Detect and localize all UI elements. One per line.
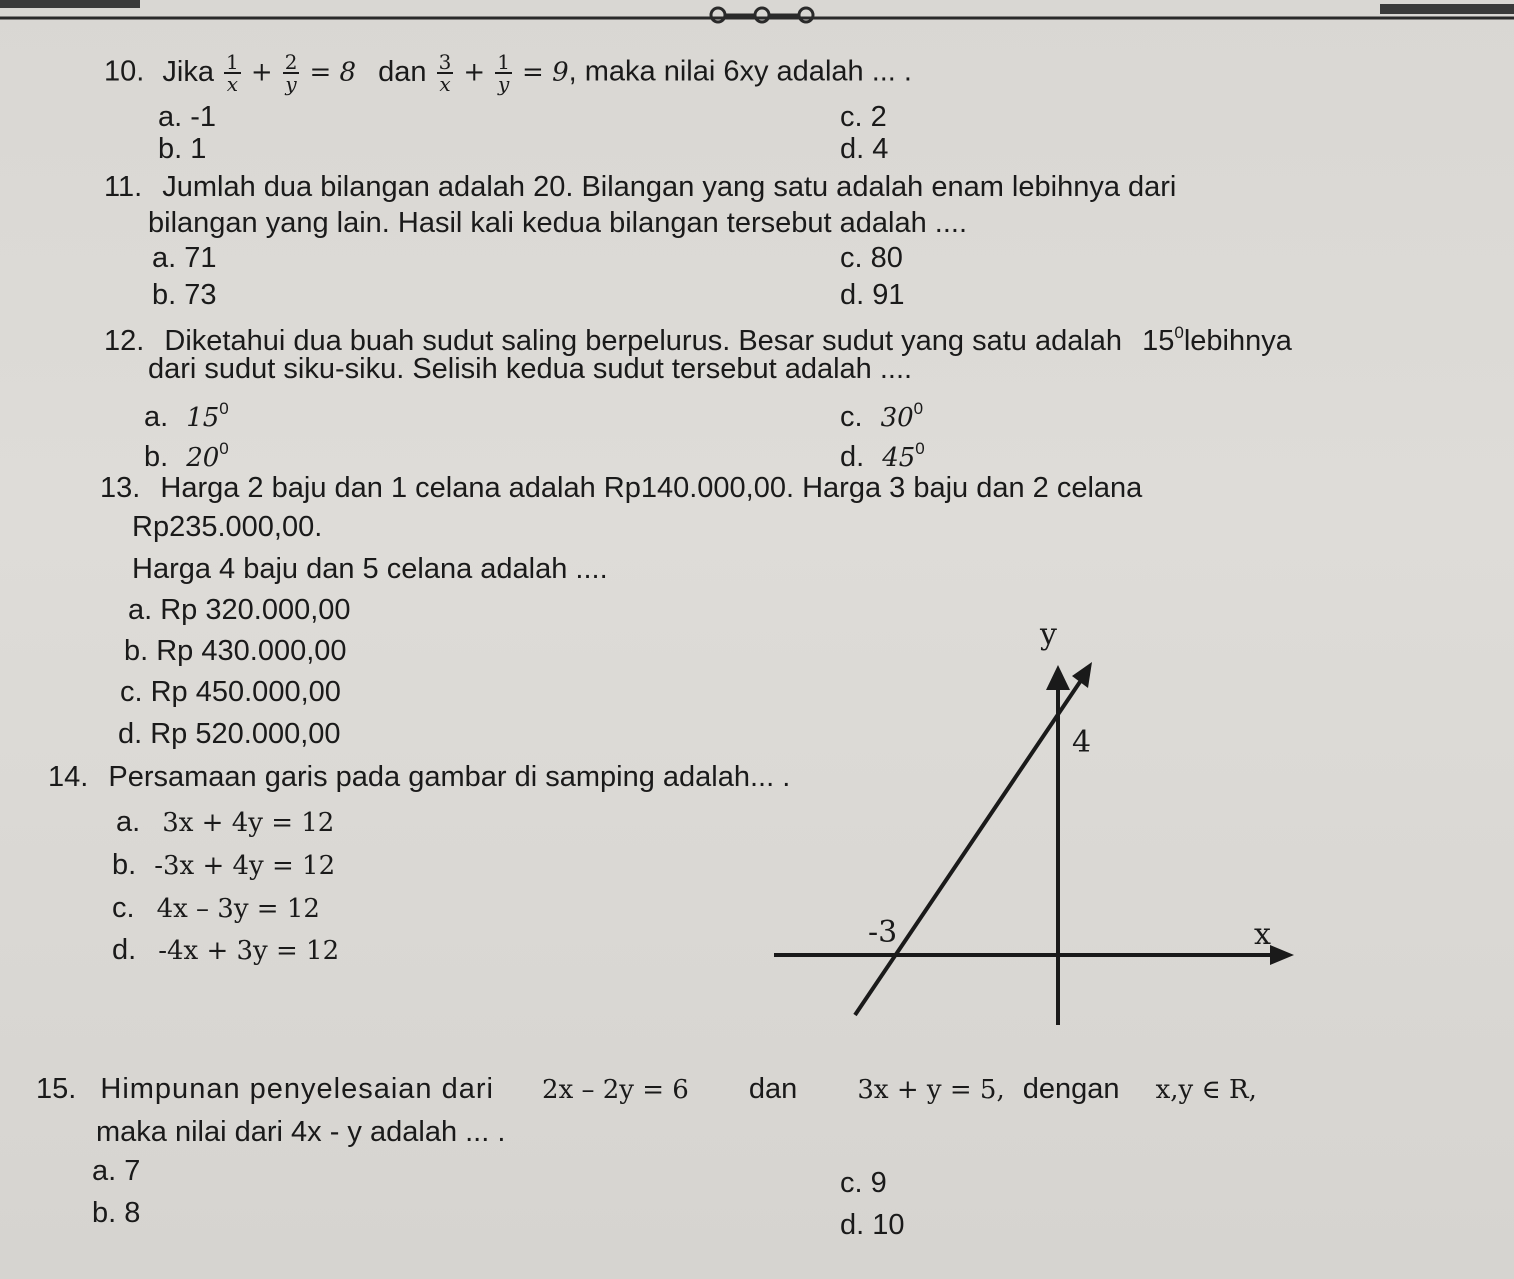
question-10-number: 10. <box>104 55 145 88</box>
option-12c: c. $30^0$ <box>840 399 924 433</box>
y-intercept-label: 4 <box>1072 725 1092 760</box>
fraction-1-over-x: $\frac{1}{x}$ <box>226 50 239 96</box>
equals-9: = 9 <box>522 57 569 88</box>
option-15a: a. 7 <box>92 1155 141 1187</box>
option-10c: c. 2 <box>840 101 887 133</box>
x-axis-label: x <box>1254 917 1271 952</box>
domain-condition: x,y ∈ R, <box>1155 1075 1257 1105</box>
option-10a: a. -1 <box>158 101 217 133</box>
option-11d: d. 91 <box>840 279 905 311</box>
x-intercept-label: -3 <box>868 915 898 950</box>
option-14b: b. -3x + 4y = 12 <box>112 849 336 881</box>
question-13-text: Harga 2 baju dan 1 celana adalah Rp140.000,00. Harga 3 baju dan 2 celana <box>160 472 1143 504</box>
option-12d: d. $45^0$ <box>840 439 925 473</box>
equation-2: 3x + y = 5, <box>857 1075 1005 1105</box>
connector-dan: dan <box>378 55 427 88</box>
question-11-number: 11. <box>104 171 143 203</box>
top-border-ornament <box>0 0 1514 24</box>
graph-line <box>855 670 1088 1015</box>
option-12a: a. $15^0$ <box>144 399 229 433</box>
option-15d: d. 10 <box>840 1209 905 1241</box>
option-13c: c. Rp 450.000,00 <box>120 676 341 708</box>
x-axis-arrow <box>1270 945 1294 965</box>
question-15-lead: Himpunan penyelesaian dari <box>100 1073 494 1105</box>
question-15-line1 <box>36 1072 1257 1107</box>
degree-mark: 0 <box>1174 323 1184 342</box>
option-11c: c. 80 <box>840 242 903 274</box>
question-13-line3: Harga 4 baju dan 5 celana adalah .... <box>132 553 608 585</box>
question-13-number: 13. <box>100 472 141 504</box>
question-10-tail: , maka nilai 6xy adalah ... . <box>568 55 912 88</box>
question-12-number: 12. <box>104 325 145 357</box>
question-13-line2: Rp235.000,00. <box>132 511 323 543</box>
equation-1: 2x – 2y = 6 <box>542 1075 689 1105</box>
fraction-2-over-y: $\frac{2}{y}$ <box>284 50 298 96</box>
question-14-text: Persamaan garis pada gambar di samping adalah... . <box>108 761 791 793</box>
equals-8: = 8 <box>309 57 357 88</box>
option-10d: d. 4 <box>840 133 889 165</box>
question-11-line2: bilangan yang lain. Hasil kali kedua bilangan tersebut adalah .... <box>148 207 967 239</box>
option-15c: c. 9 <box>840 1167 887 1199</box>
question-11-line1 <box>104 170 1176 204</box>
connector-dan: dan <box>748 1073 798 1105</box>
plus-sign: + <box>250 57 273 88</box>
question-11-text: Jumlah dua bilangan adalah 20. Bilangan yang satu adalah enam lebihnya dari <box>162 171 1177 203</box>
option-14d: d. -4x + 3y = 12 <box>112 934 340 966</box>
question-15-line2: maka nilai dari 4x - y adalah ... . <box>96 1116 506 1148</box>
question-13-line1 <box>100 471 1142 505</box>
option-13a: a. Rp 320.000,00 <box>128 594 351 626</box>
question-10-lead: Jika <box>162 55 214 88</box>
question-12-text: Diketahui dua buah sudut saling berpelurus. Besar sudut yang satu adalah <box>164 325 1123 357</box>
fraction-1-over-y: $\frac{1}{y}$ <box>497 50 510 96</box>
angle-value-15: 15 <box>1142 325 1175 357</box>
option-10b: b. 1 <box>158 133 207 165</box>
option-13d: d. Rp 520.000,00 <box>118 718 341 750</box>
question-12-line2: dari sudut siku-siku. Selisih kedua sudut tersebut adalah .... <box>148 353 913 385</box>
question-14-line1 <box>48 760 790 794</box>
connector-dengan: dengan <box>1022 1073 1120 1105</box>
graph-line-arrow <box>1072 662 1092 688</box>
option-11b: b. 73 <box>152 279 217 311</box>
option-14a: a. 3x + 4y = 12 <box>116 806 335 838</box>
line-graph <box>760 610 1320 1040</box>
option-12b: b. $20^0$ <box>144 439 229 473</box>
question-12-tail: lebihnya <box>1183 325 1292 357</box>
option-13b: b. Rp 430.000,00 <box>124 635 347 667</box>
option-11a: a. 71 <box>152 242 217 274</box>
y-axis-label: y <box>1040 617 1057 652</box>
question-10-stem <box>104 52 912 94</box>
question-15-number: 15. <box>36 1073 77 1105</box>
y-axis-arrow <box>1046 665 1070 690</box>
option-14c: c. 4x – 3y = 12 <box>112 892 320 924</box>
question-14-number: 14. <box>48 761 89 793</box>
option-15b: b. 8 <box>92 1197 141 1229</box>
fraction-3-over-x: $\frac{3}{x}$ <box>438 50 452 96</box>
plus-sign: + <box>463 57 486 88</box>
